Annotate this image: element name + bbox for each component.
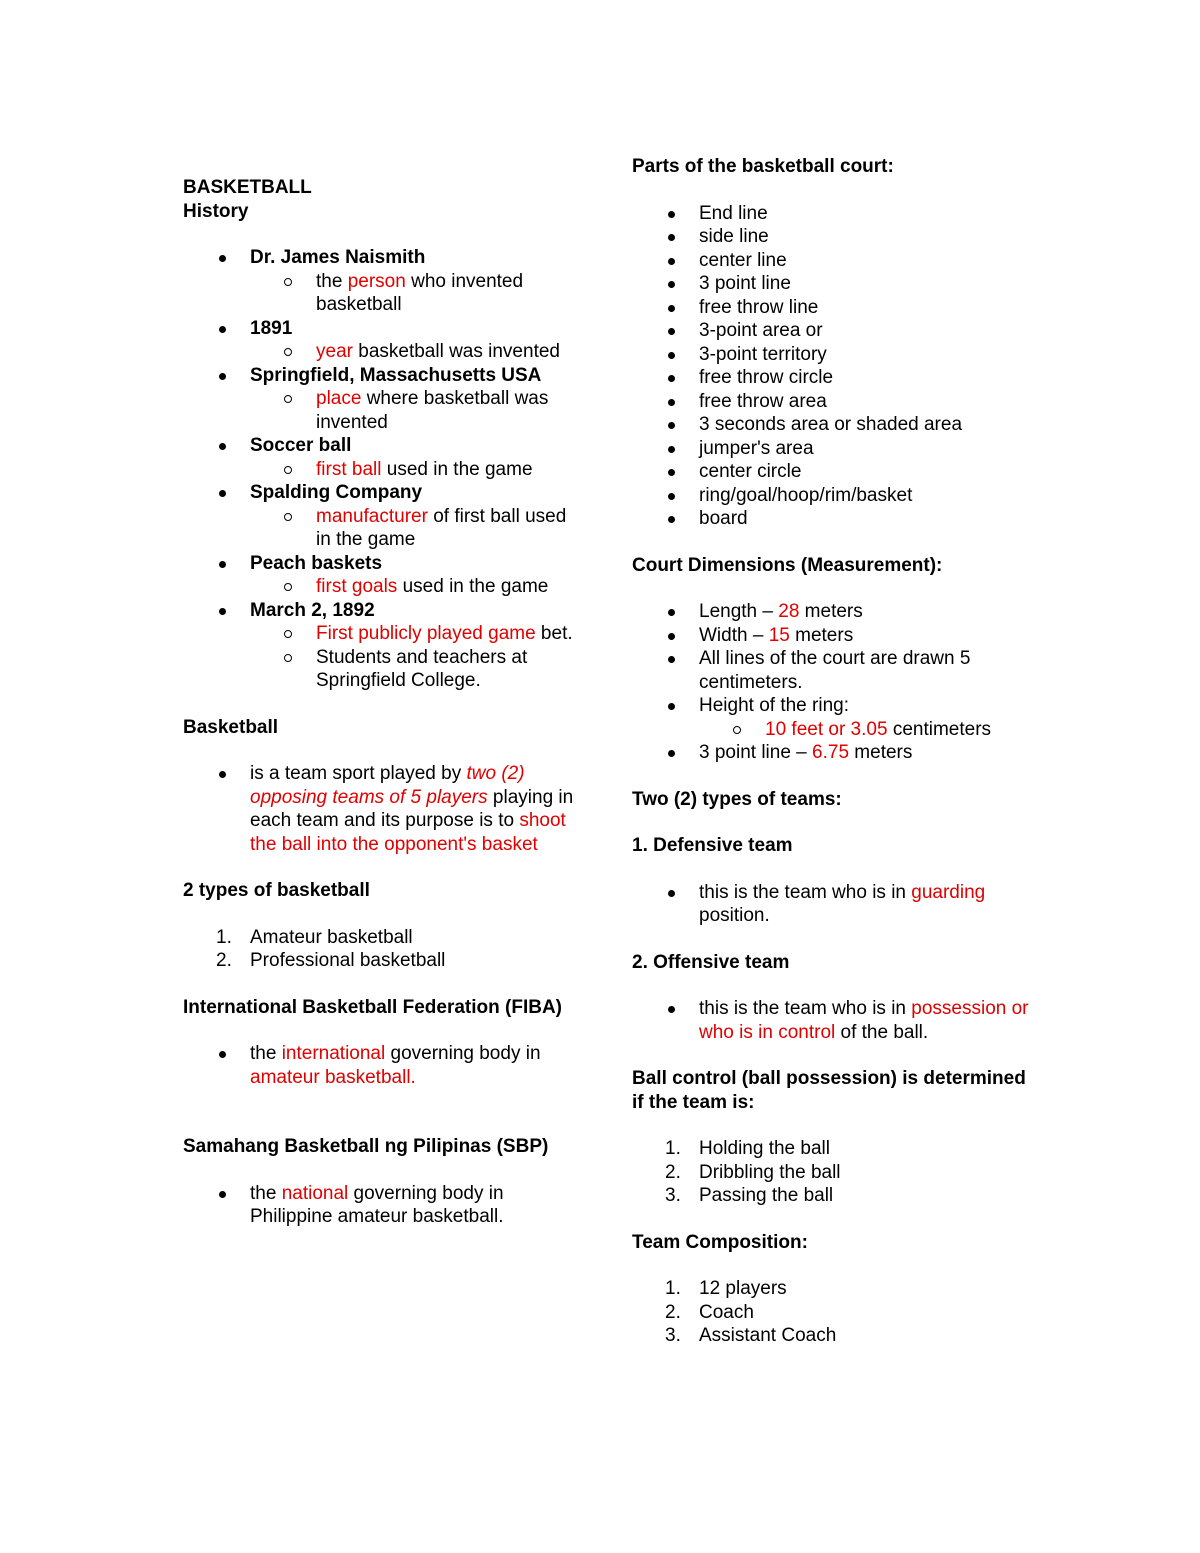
- list-item: center circle: [632, 460, 1032, 484]
- list-item: ring/goal/hoop/rim/basket: [632, 484, 1032, 508]
- basketball-definition-list: [183, 762, 583, 856]
- list-item: 1. 12 players: [665, 1278, 787, 1299]
- right-column: [632, 155, 1032, 1348]
- sbp-definition: the national governing body in Philippine amateur basketball.: [183, 1182, 583, 1229]
- list-item: 3-point area or: [632, 319, 1032, 343]
- defensive-heading: 1. Defensive team: [632, 835, 793, 856]
- dimension-width: Width – 15 meters: [632, 624, 1032, 648]
- list-item: 3. Assistant Coach: [665, 1325, 837, 1346]
- parts-list: [632, 202, 1032, 531]
- history-item-first-game: March 2, 1892: [183, 599, 583, 623]
- list-item: 3 point line: [632, 272, 1032, 296]
- history-subitem-manufacturer: manufacturer of first ball used in the game: [183, 505, 583, 552]
- dimensions-list: [632, 600, 1032, 765]
- fiba-heading: International Basketball Federation (FIBA): [183, 996, 562, 1018]
- history-item-year: 1891: [183, 317, 583, 341]
- list-item: 2. Coach: [665, 1301, 754, 1323]
- list-item: 3-point territory: [632, 343, 1032, 367]
- basketball-heading: Basketball: [183, 716, 279, 738]
- left-column: [183, 176, 583, 1229]
- list-item: 2. Professional basketball: [216, 950, 446, 971]
- types-heading: 2 types of basketball: [183, 880, 370, 901]
- list-item: free throw area: [632, 390, 1032, 414]
- list-item: board: [632, 507, 1032, 531]
- list-item: 2. Dribbling the ball: [665, 1161, 841, 1183]
- sbp-heading: Samahang Basketball ng Pilipinas (SBP): [183, 1136, 549, 1157]
- list-item: jumper's area: [632, 437, 1032, 461]
- dimension-ring-height-value: 10 feet or 3.05 centimeters: [632, 718, 1032, 742]
- ball-control-list: [632, 1137, 1032, 1208]
- history-item-inventor: Dr. James Naismith: [183, 246, 583, 270]
- history-subitem-first-game: First publicly played game bet.: [183, 622, 583, 646]
- ball-control-heading: Ball control (ball possession) is determined if the team is:: [632, 1068, 1026, 1113]
- history-subitem-first-game-players: Students and teachers at Springfield College.: [183, 646, 583, 693]
- fiba-list: [183, 1042, 583, 1089]
- history-subitem-year: year basketball was invented: [183, 340, 583, 364]
- dimension-three-point: 3 point line – 6.75 meters: [632, 741, 1032, 765]
- list-item: End line: [632, 202, 1032, 226]
- defensive-list: [632, 881, 1032, 928]
- dimension-ring-height: Height of the ring:: [632, 694, 1032, 718]
- basketball-definition: is a team sport played by two (2) opposing teams of 5 players playing in each team and its purpose is to shoot the ball into the opponent's basket: [183, 762, 583, 856]
- sbp-list: [183, 1182, 583, 1229]
- document-title: BASKETBALL: [183, 177, 312, 198]
- offensive-heading: 2. Offensive team: [632, 951, 790, 973]
- list-item: 1. Amateur basketball: [216, 926, 413, 948]
- offensive-list: [632, 997, 1032, 1044]
- fiba-definition: the international governing body in amateur basketball.: [183, 1042, 583, 1089]
- history-subitem-goals: first goals used in the game: [183, 575, 583, 599]
- history-item-place: Springfield, Massachusetts USA: [183, 364, 583, 388]
- history-subitem-place: place where basketball was invented: [183, 387, 583, 434]
- dimension-lines: All lines of the court are drawn 5 centimeters.: [632, 647, 1032, 694]
- dimensions-heading: Court Dimensions (Measurement):: [632, 554, 943, 576]
- history-item-first-ball: Soccer ball: [183, 434, 583, 458]
- types-list: [183, 926, 583, 973]
- list-item: free throw circle: [632, 366, 1032, 390]
- dimension-length: Length – 28 meters: [632, 600, 1032, 624]
- list-item: center line: [632, 249, 1032, 273]
- history-heading: History: [183, 200, 249, 222]
- history-list: [183, 246, 583, 693]
- composition-list: [632, 1277, 1032, 1348]
- composition-heading: Team Composition:: [632, 1231, 808, 1253]
- history-subitem-first-ball: first ball used in the game: [183, 458, 583, 482]
- history-subitem-inventor: the person who invented basketball: [183, 270, 583, 317]
- list-item: 1. Holding the ball: [665, 1138, 830, 1159]
- defensive-definition: this is the team who is in guarding position.: [632, 881, 1032, 928]
- history-item-goals: Peach baskets: [183, 552, 583, 576]
- offensive-definition: this is the team who is in possession or who is in control of the ball.: [632, 997, 1032, 1044]
- parts-heading: Parts of the basketball court:: [632, 156, 894, 177]
- list-item: 3 seconds area or shaded area: [632, 413, 1032, 437]
- list-item: 3. Passing the ball: [665, 1185, 834, 1206]
- list-item: side line: [632, 225, 1032, 249]
- teams-heading: Two (2) types of teams:: [632, 788, 842, 810]
- history-item-manufacturer: Spalding Company: [183, 481, 583, 505]
- list-item: free throw line: [632, 296, 1032, 320]
